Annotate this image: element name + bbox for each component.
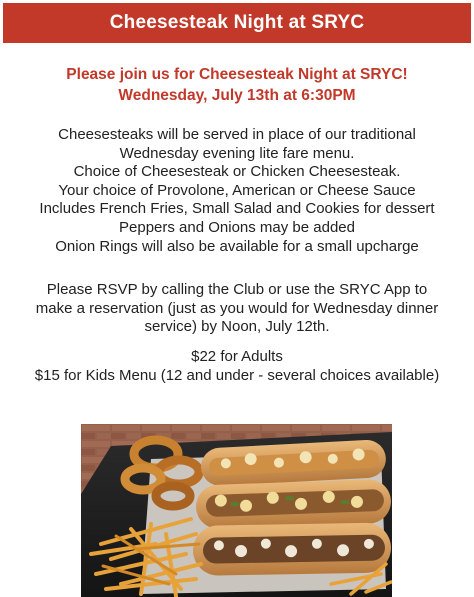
detail-line: Choice of Cheesesteak or Chicken Cheesesteak. [73,163,401,181]
detail-line: Wednesday evening lite fare menu. [119,144,355,162]
page-title: Cheesesteak Night at SRYC [109,12,365,33]
pricing [0,348,474,385]
rsvp-instructions [0,281,474,337]
invitation-heading [0,64,474,106]
detail-line: Peppers and Onions may be added [119,218,355,236]
detail-line: Onion Rings will also be available for a small upcharge [55,237,419,255]
adult-price: $22 for Adults [191,348,283,365]
header-banner [3,3,471,43]
rsvp-line: service) by Noon, July 12th. [144,318,330,336]
detail-line: Includes French Fries, Small Salad and Cookies for dessert [39,200,435,218]
detail-line: Your choice of Provolone, American or Cheese Sauce [58,181,416,199]
kids-price: $15 for Kids Menu (12 and under - several choices available) [34,366,440,384]
menu-details [0,126,474,256]
event-date-line: Wednesday, July 13th at 6:30PM [118,87,356,104]
invitation-line: Please join us for Cheesesteak Night at SRYC! [66,66,408,83]
rsvp-line: make a reservation (just as you would for Wednesday dinner [35,299,439,317]
detail-line: Cheesesteaks will be served in place of our traditional [58,126,416,143]
cheesesteak-photo [81,424,392,597]
rsvp-line: Please RSVP by calling the Club or use the SRYC App to [46,281,428,298]
